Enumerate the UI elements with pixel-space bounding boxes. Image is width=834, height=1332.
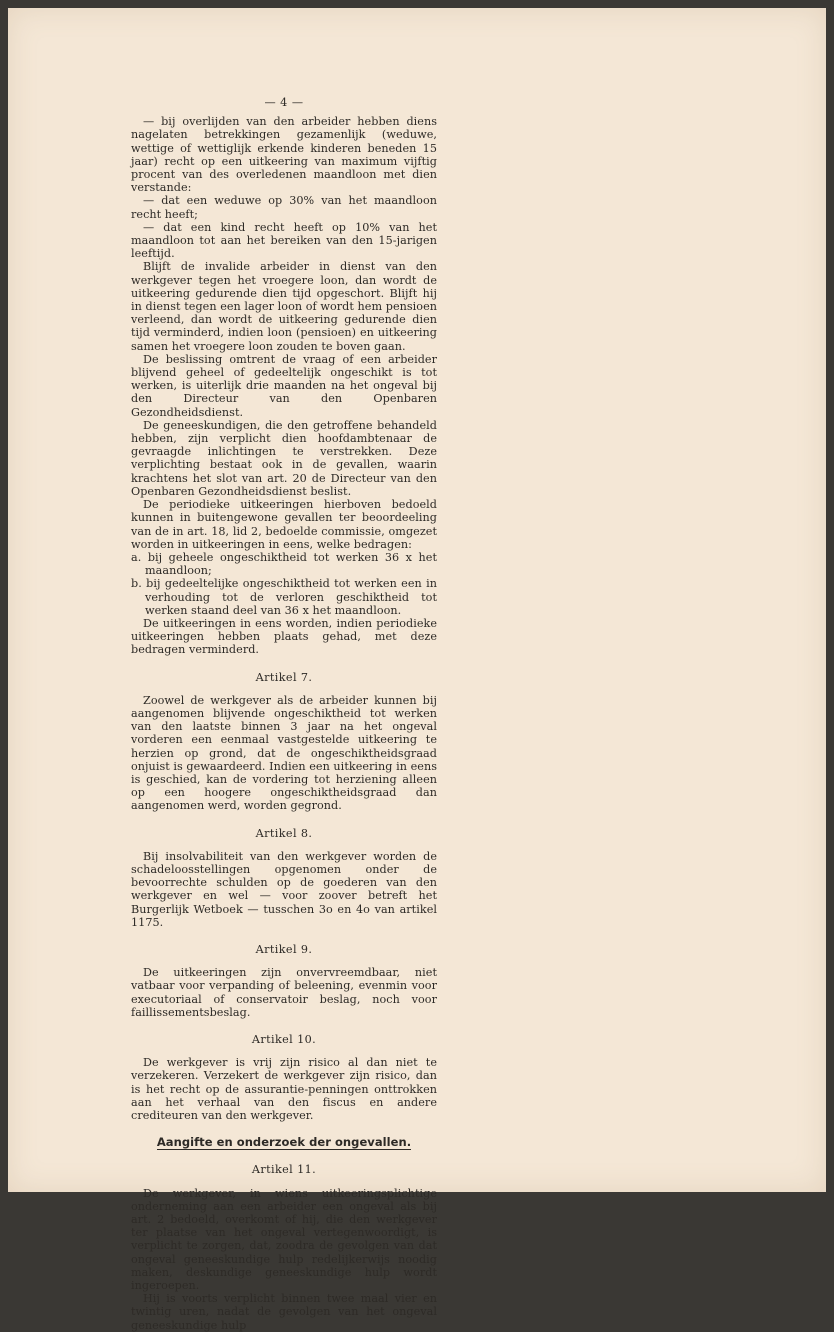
paragraph: De periodieke uitkeeringen hierboven bedoeld kunnen in buitengewone gevallen ter beoordeeling van de in art. 18, lid 2, bedoelde commissie, omgezet worden in uitkeeringen in eens, welke bedragen: [131,498,437,551]
paragraph: De geneeskundigen, die den getroffene behandeld hebben, zijn verplicht dien hoofdambtenaar de gevraagde inlichtingen te verstrekken. Deze verplichting bestaat ook in de gevallen, waarin krachtens het slot van art. 20 de Directeur van den Openbaren Gezondheidsdienst beslist. [131,418,437,498]
article-heading: Artikel 10. [251,1033,317,1046]
page-number: — 4 — [264,96,304,109]
section-title-text: Aangifte en onderzoek der ongevallen. [156,1135,412,1150]
paragraph: De werkgever is vrij zijn risico al dan niet te verzekeren. Verzekert de werkgever zijn risico, dan is het recht op de assurantie-penningen onttrokken aan het verhaal van den fiscus en andere crediteuren van den werkgever. [131,1056,437,1123]
paragraph: Bij insolvabiliteit van den werkgever worden de schadeloosstellingen opgenomen onder de bevoorrechte schulden op de goederen van den werkgever en wel — voor zoover betreft het Burgerlijk Wetboek — tusschen 3o en 4o van artikel 1175. [131,849,437,929]
list-item: a. bij geheele ongeschiktheid tot werken 36 x het maandloon; [131,550,437,578]
paragraph: Zoowel de werkgever als de arbeider kunnen bij aangenomen blijvende ongeschiktheid tot werken van den laatste binnen 3 jaar na het ongeval vorderen een eenmaal vastgestelde uitkeering te herzien op grond, dat de ongeschiktheidsgraad onjuist is gewaardeerd. Indien een uitkeering in eens is geschied, kan de vordering tot herziening alleen op een hoogere ongeschiktheidsgraad dan aangenomen werd, worden gegrond. [131,693,438,813]
body-text [131,115,437,1332]
paragraph: De beslissing omtrent de vraag of een arbeider blijvend geheel of gedeeltelijk ongeschikt is tot werken, is uiterlijk drie maanden na het ongeval bij den Directeur van den Openbaren Gezondheidsdienst. [131,352,437,419]
paragraph: De werkgever, in wiens uitkeeringsplichtige onderneming aan een arbeider een ongeval als bij art. 2 bedoeld, overkomt of hij, die den werkgever ter plaatse van het ongeval vertegenwoordigt, is verplicht te zorgen, dat, zoodra de gevolgen van dat ongeval geneeskundige hulp redelijkerwijs noodig maken, deskundige geneeskundige hulp wordt ingeroepen. [131,1186,437,1293]
article-heading: Artikel 9. [255,942,313,956]
paragraph: — bij overlijden van den arbeider hebben diens nagelaten betrekkingen gezamenlijk (weduwe, wettige of wettiglijk erkende kinderen beneden 15 jaar) recht op een uitkeering van maximum vijftig procent van des overledenen maandloon met dien verstande: [131,115,437,195]
paragraph: De uitkeeringen in eens worden, indien periodieke uitkeeringen hebben plaats gehad, met deze bedragen verminderd. [131,616,437,657]
paragraph: — dat een kind recht heeft op 10% van het maandloon tot aan het bereiken van den 15-jarigen leeftijd. [131,220,437,261]
list-item: b. bij gedeeltelijke ongeschiktheid tot werken een in verhouding tot de verloren geschiktheid tot werken staand deel van 36 x het maandloon. [131,577,437,617]
article-heading: Artikel 11. [251,1163,317,1177]
paragraph: Hij is voorts verplicht binnen twee maal vier en twintig uren, nadat de gevolgen van het ongeval geneeskundige hulp [131,1292,437,1332]
article-heading: Artikel 7. [255,670,313,684]
paragraph: — dat een weduwe op 30% van het maandloon recht heeft; [131,194,437,221]
text-column [131,96,437,1332]
paragraph: De uitkeeringen zijn onvervreemdbaar, niet vatbaar voor verpanding of beleening, evenmin voor executoriaal of conservatoir beslag, noch voor faillissementsbeslag. [131,966,437,1019]
document-page [8,8,826,1332]
paragraph: Blijft de invalide arbeider in dienst van den werkgever tegen het vroegere loon, dan wordt de uitkeering gedurende dien tijd opgeschort. Blijft hij in dienst tegen een lager loon of wordt hem pensioen verleend, dan wordt de uitkeering gedurende dien tijd verminderd, indien loon (pensioen) en uitkeering samen het vroegere loon zouden te boven gaan. [131,260,437,353]
article-heading: Artikel 8. [255,826,313,840]
section-title [131,1136,437,1149]
